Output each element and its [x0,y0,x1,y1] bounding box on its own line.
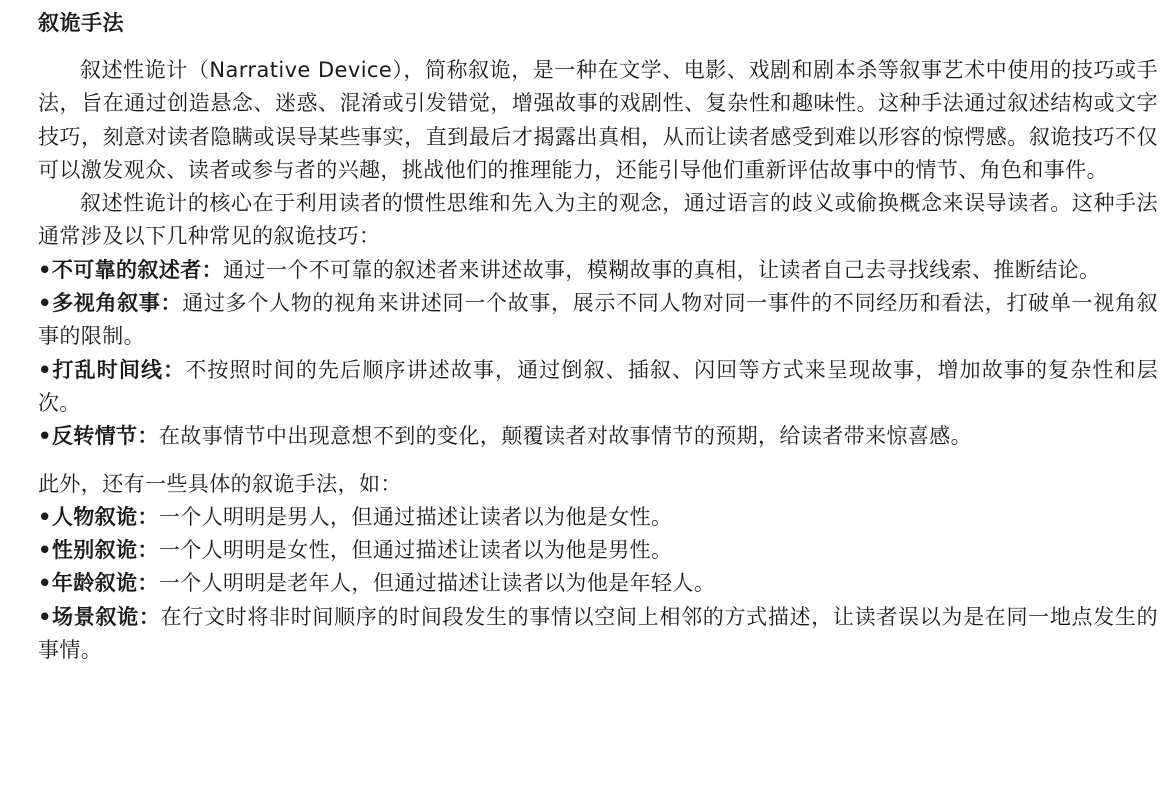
specific-method-item [38,567,1158,600]
method-term: •年龄叙诡： [38,571,159,596]
technique-term: •打乱时间线： [38,357,186,382]
method-term: •人物叙诡： [38,504,159,529]
technique-term: •多视角叙事： [38,291,183,316]
method-term: •性别叙诡： [38,538,159,563]
technique-desc: 在故事情节中出现意想不到的变化，颠覆读者对故事情节的预期，给读者带来惊喜感。 [158,424,973,449]
section-gap [38,454,1158,468]
document-body [38,8,1158,667]
extra-intro: 此外，还有一些具体的叙诡手法，如： [38,471,402,496]
technique-item [38,254,1158,287]
specific-method-item [38,601,1158,668]
method-desc: 在行文时将非时间顺序的时间段发生的事情以空间上相邻的方式描述，让读者误以为是在同一地点发生的事情。 [38,604,1158,663]
technique-desc: 通过一个不可靠的叙述者来讲述故事，模糊故事的真相，让读者自己去寻找线索、推断结论。 [223,257,1101,282]
technique-term: •不可靠的叙述者： [38,257,224,282]
technique-desc: 通过多个人物的视角来讲述同一个故事，展示不同人物对同一事件的不同经历和看法，打破单一视角叙事的限制。 [38,291,1158,349]
technique-item [38,287,1158,354]
method-desc: 一个人明明是老年人，但通过描述让读者以为他是年轻人。 [158,571,716,596]
intro-paragraph: 叙述性诡计（Narrative Device），简称叙诡，是一种在文学、电影、戏剧和剧本杀等叙事艺术中使用的技巧或手法，旨在通过创造悬念、迷惑、混淆或引发错觉，增强故事的戏剧性、复杂性和趣味性。这种手法通过叙述结构或文字技巧，刻意对读者隐瞒或误导某些事实，直到最后才揭露出真相，从而让读者感受到难以形容的惊愕感。叙诡技巧不仅可以激发观众、读者或参与者的兴趣，挑战他们的推理能力，还能引导他们重新评估故事中的情节、角色和事件。 [38,58,1158,182]
method-desc: 一个人明明是女性，但通过描述让读者以为他是男性。 [158,538,673,563]
technique-item [38,420,1158,453]
method-desc: 一个人明明是男人，但通过描述让读者以为他是女性。 [158,504,673,529]
specific-method-item [38,501,1158,534]
technique-item [38,354,1158,421]
intro-paragraph: 叙述性诡计的核心在于利用读者的惯性思维和先入为主的观念，通过语言的歧义或偷换概念来误导读者。这种手法通常涉及以下几种常见的叙诡技巧： [38,191,1158,249]
specific-method-item [38,534,1158,567]
technique-desc: 不按照时间的先后顺序讲述故事，通过倒叙、插叙、闪回等方式来呈现故事，增加故事的复杂性和层次。 [38,357,1158,415]
page-title: 叙诡手法 [38,11,124,35]
method-term: •场景叙诡： [38,604,161,629]
technique-term: •反转情节： [38,424,159,449]
